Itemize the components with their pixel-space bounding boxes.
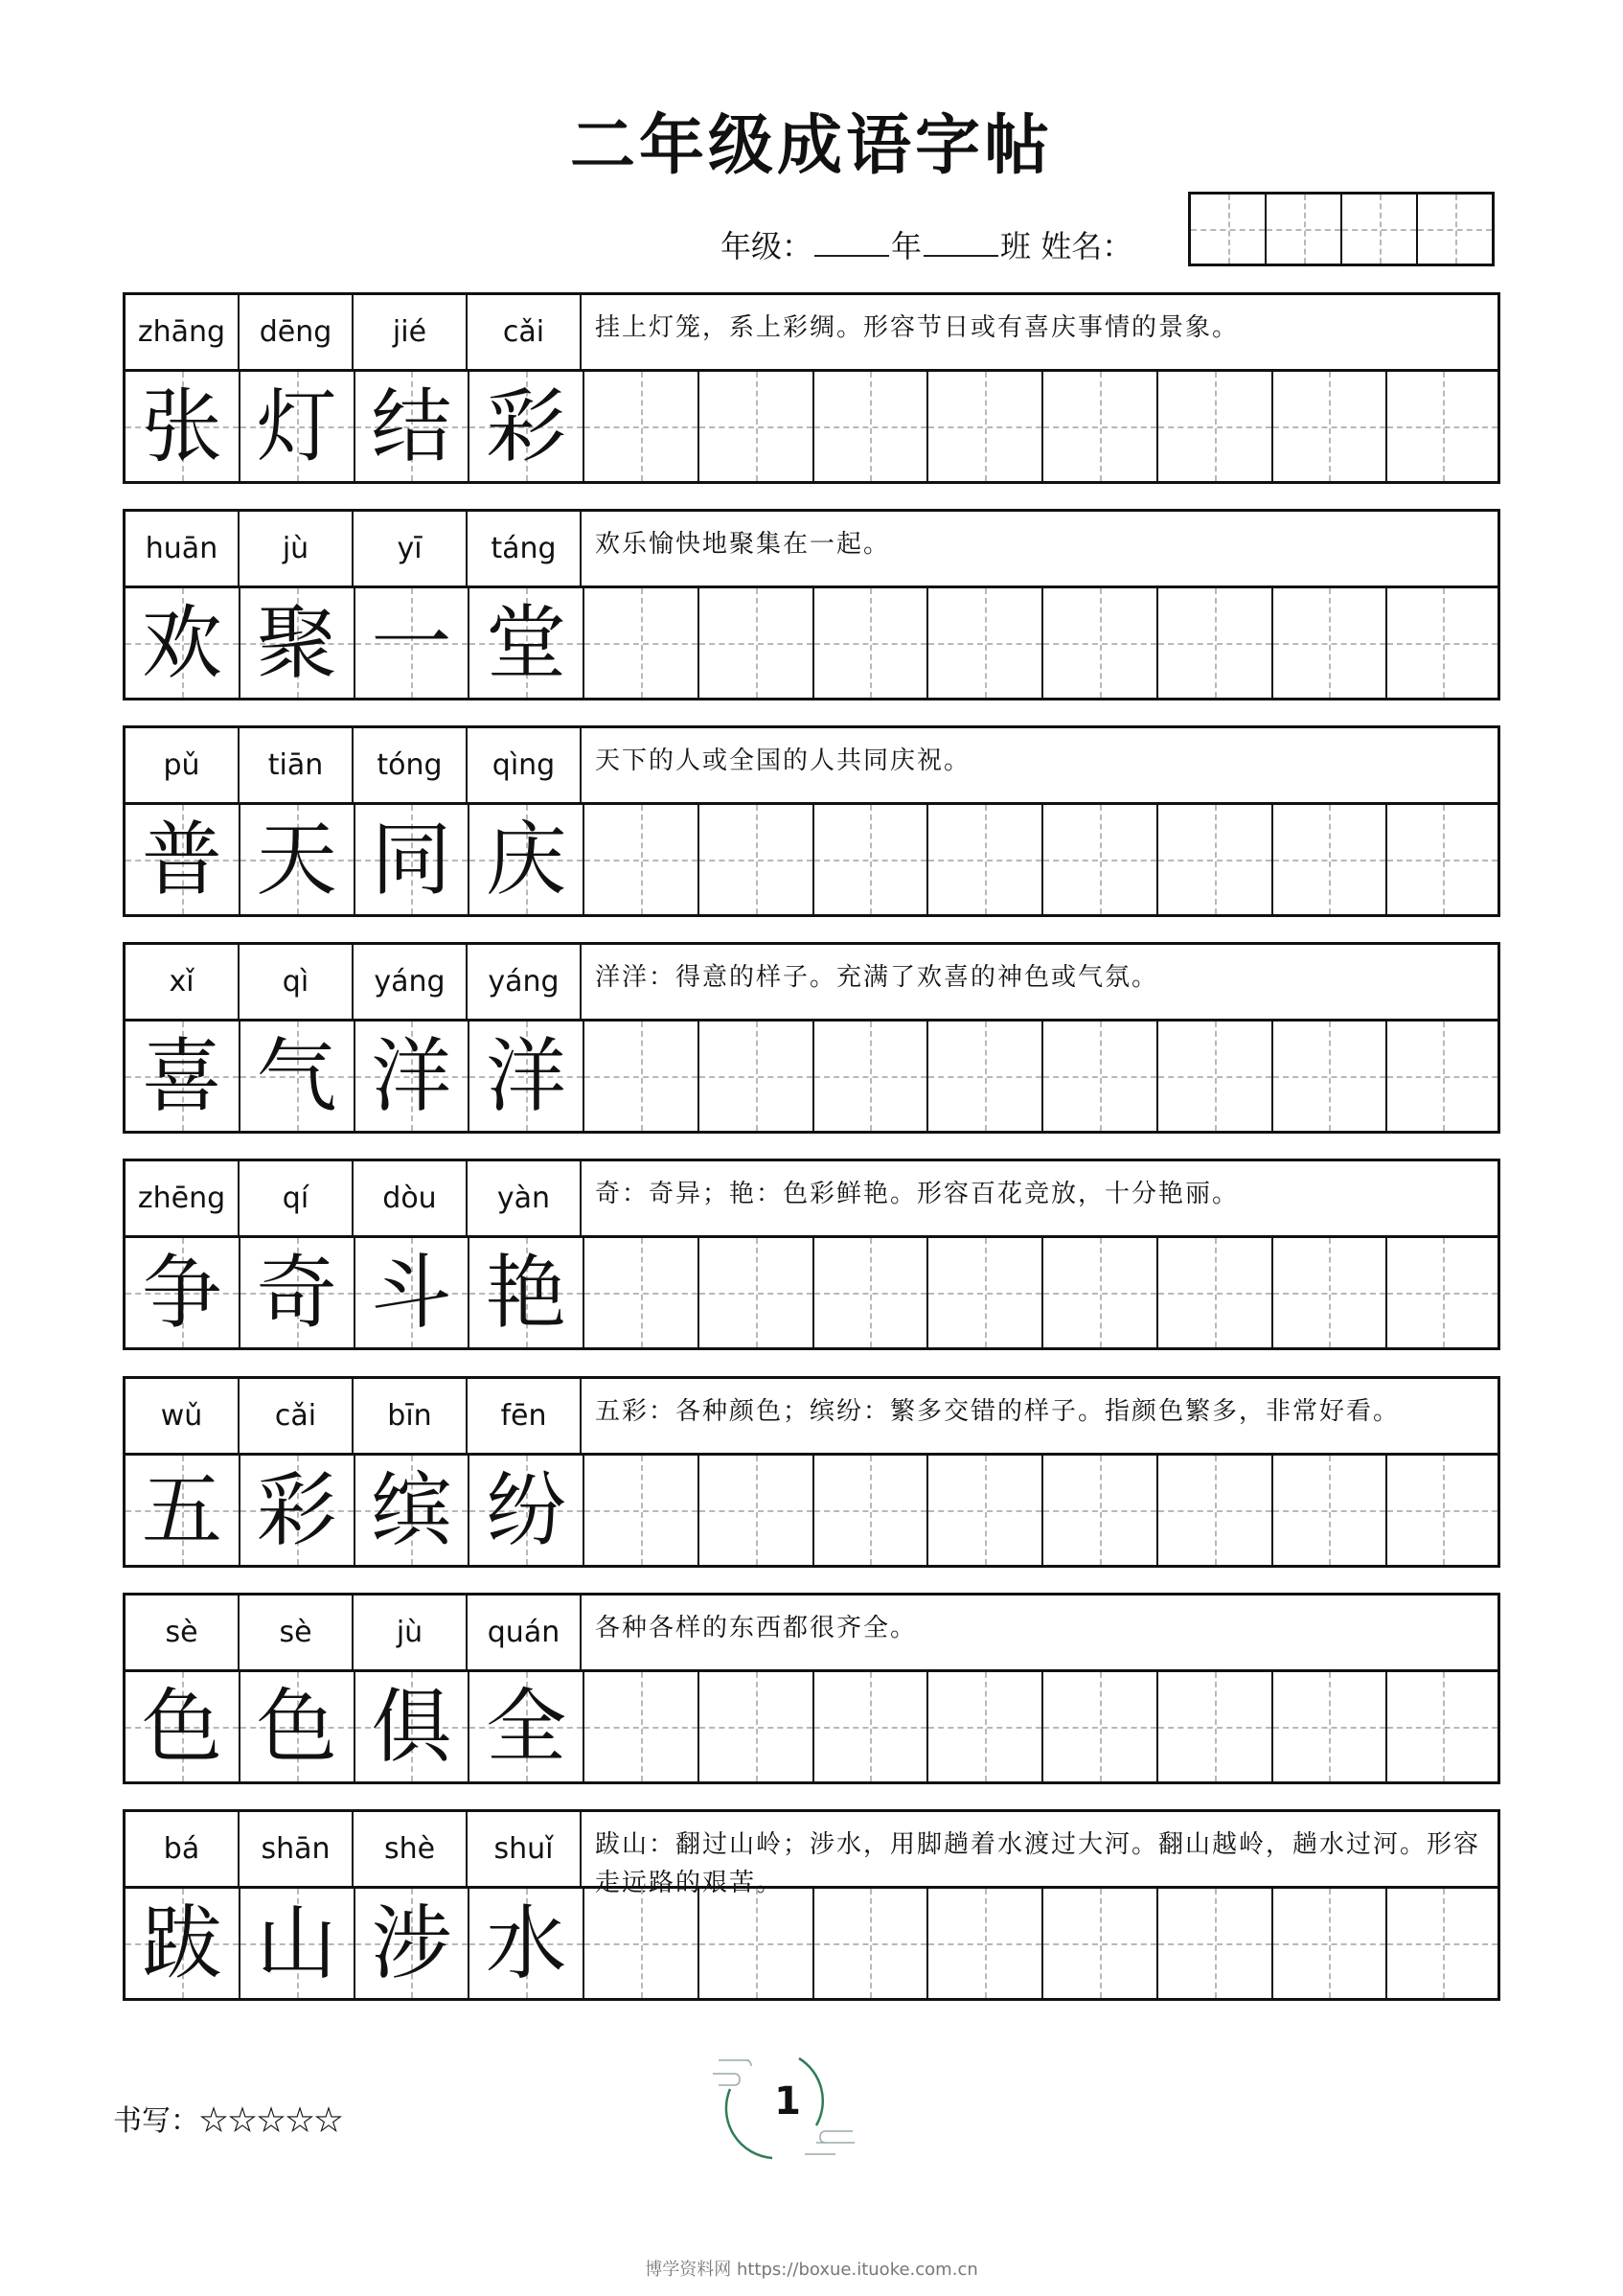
pinyin-row <box>126 1596 1497 1672</box>
model-character-cell <box>240 1672 355 1781</box>
watermark: 博学资料网 https://boxue.ituoke.com.cn <box>645 2260 978 2280</box>
class-field[interactable] <box>924 226 998 257</box>
pinyin-cell: dòu <box>354 1161 468 1235</box>
practice-cell[interactable] <box>584 805 699 914</box>
model-character-cell <box>469 805 584 914</box>
idiom-definition: 奇：奇异；艳：色彩鲜艳。形容百花竞放，十分艳丽。 <box>595 1180 1240 1208</box>
character-row <box>126 1456 1497 1565</box>
page-number: 1 <box>774 2079 801 2124</box>
model-character-cell <box>355 372 470 481</box>
practice-cell[interactable] <box>1387 1022 1497 1131</box>
practice-cell[interactable] <box>1387 805 1497 914</box>
model-character-cell <box>126 1238 240 1347</box>
model-character-cell <box>240 1238 355 1347</box>
pinyin-cell: qìng <box>468 728 582 802</box>
model-character-cell <box>126 1889 240 1998</box>
grade-label: 年级： <box>720 228 813 264</box>
practice-cell[interactable] <box>1158 805 1273 914</box>
model-character: 气 <box>256 1029 337 1123</box>
practice-cell[interactable] <box>584 588 699 698</box>
practice-cell[interactable] <box>1387 1456 1497 1565</box>
pinyin-row <box>126 1379 1497 1456</box>
model-character-cell <box>355 1238 470 1347</box>
class-suffix: 班 <box>1000 228 1032 264</box>
pinyin-cell: quán <box>468 1596 582 1669</box>
pinyin-cell: dēng <box>240 295 354 369</box>
name-label: 姓名： <box>1040 228 1133 264</box>
practice-cell[interactable] <box>928 1238 1043 1347</box>
pinyin-cell: pǔ <box>126 728 240 802</box>
practice-cell[interactable] <box>1273 805 1388 914</box>
practice-cell[interactable] <box>1273 1889 1388 1998</box>
practice-cell[interactable] <box>928 1456 1043 1565</box>
model-character: 聚 <box>256 596 337 690</box>
model-character-cell <box>355 1672 470 1781</box>
pinyin-row <box>126 295 1497 372</box>
practice-cell[interactable] <box>1158 1022 1273 1131</box>
practice-cell[interactable] <box>814 588 929 698</box>
model-character: 天 <box>256 813 337 907</box>
model-character-cell <box>355 805 470 914</box>
practice-cell[interactable] <box>1043 1456 1158 1565</box>
pinyin-cell: jù <box>354 1596 468 1669</box>
practice-cell[interactable] <box>1043 805 1158 914</box>
model-character-cell <box>469 1672 584 1781</box>
pinyin-cell: qí <box>240 1161 354 1235</box>
model-character: 庆 <box>486 813 567 907</box>
page-title: 二年级成语字帖 <box>569 107 1053 184</box>
character-row <box>126 1022 1497 1131</box>
model-character: 山 <box>256 1896 337 1990</box>
model-character-cell <box>240 1456 355 1565</box>
pinyin-row <box>126 1161 1497 1238</box>
practice-cell[interactable] <box>699 588 814 698</box>
practice-cell[interactable] <box>1158 1456 1273 1565</box>
idiom-block <box>123 725 1500 917</box>
pinyin-cell: shān <box>240 1812 354 1886</box>
character-row <box>126 1889 1497 1998</box>
model-character-cell <box>126 805 240 914</box>
pinyin-cell: bá <box>126 1812 240 1886</box>
model-character-cell <box>355 588 470 698</box>
model-character: 堂 <box>486 596 567 690</box>
model-character: 彩 <box>256 1463 337 1557</box>
practice-cell[interactable] <box>1158 1672 1273 1781</box>
model-character-cell <box>469 1889 584 1998</box>
pinyin-cell: sè <box>126 1596 240 1669</box>
model-character-cell <box>126 588 240 698</box>
model-character-cell <box>126 1672 240 1781</box>
idiom-definition: 洋洋：得意的样子。充满了欢喜的神色或气氛。 <box>595 963 1159 992</box>
pinyin-cell: jù <box>240 512 354 585</box>
pinyin-cell: qì <box>240 945 354 1019</box>
model-character-cell <box>469 1238 584 1347</box>
pinyin-cell: cǎi <box>468 295 582 369</box>
practice-cell[interactable] <box>1273 588 1388 698</box>
practice-cell[interactable] <box>1273 1672 1388 1781</box>
model-character: 缤 <box>371 1463 452 1557</box>
model-character-cell <box>240 372 355 481</box>
practice-cell[interactable] <box>699 372 814 481</box>
idiom-block <box>123 1593 1500 1784</box>
practice-cell[interactable] <box>1387 588 1497 698</box>
idiom-block <box>123 942 1500 1134</box>
model-character-cell <box>469 588 584 698</box>
practice-cell[interactable] <box>814 1022 929 1131</box>
pinyin-cell: bīn <box>354 1379 468 1453</box>
student-info <box>720 226 1132 265</box>
model-character-cell <box>469 1022 584 1131</box>
model-character-cell <box>126 372 240 481</box>
model-character: 彩 <box>486 379 567 473</box>
pinyin-cell: tiān <box>240 728 354 802</box>
name-cell[interactable] <box>1267 195 1342 264</box>
model-character: 同 <box>371 813 452 907</box>
model-character-cell <box>355 1889 470 1998</box>
practice-cell[interactable] <box>699 1022 814 1131</box>
practice-cell[interactable] <box>814 1889 929 1998</box>
practice-cell[interactable] <box>699 805 814 914</box>
practice-cell[interactable] <box>928 1889 1043 1998</box>
character-row <box>126 1238 1497 1347</box>
practice-cell[interactable] <box>1387 1672 1497 1781</box>
pinyin-cell: sè <box>240 1596 354 1669</box>
model-character: 水 <box>486 1896 567 1990</box>
practice-cell[interactable] <box>1043 1889 1158 1998</box>
practice-cell[interactable] <box>1387 1889 1497 1998</box>
name-cell[interactable] <box>1418 195 1492 264</box>
pinyin-cell: shè <box>354 1812 468 1886</box>
practice-cell[interactable] <box>1273 1456 1388 1565</box>
year-suffix: 年 <box>891 228 923 264</box>
model-character: 结 <box>371 379 452 473</box>
practice-cell[interactable] <box>928 372 1043 481</box>
idiom-definition: 跋山：翻过山岭；涉水，用脚趟着水渡过大河。翻山越岭，趟水过河。形容走远路的艰苦。 <box>595 1830 1481 1897</box>
practice-cell[interactable] <box>814 1238 929 1347</box>
name-box[interactable] <box>1188 192 1495 266</box>
name-cell[interactable] <box>1191 195 1267 264</box>
pinyin-cell: xǐ <box>126 945 240 1019</box>
idiom-block <box>123 1376 1500 1568</box>
practice-cell[interactable] <box>699 1889 814 1998</box>
model-character-cell <box>469 372 584 481</box>
model-character: 纷 <box>486 1463 567 1557</box>
model-character-cell <box>355 1022 470 1131</box>
pinyin-cell: fēn <box>468 1379 582 1453</box>
model-character: 涉 <box>371 1896 452 1990</box>
model-character: 欢 <box>141 596 222 690</box>
idiom-definition: 五彩：各种颜色；缤纷：繁多交错的样子。指颜色繁多，非常好看。 <box>595 1397 1401 1426</box>
model-character-cell <box>240 1022 355 1131</box>
model-character: 灯 <box>256 379 337 473</box>
model-character: 普 <box>141 813 222 907</box>
practice-cell[interactable] <box>814 1456 929 1565</box>
pinyin-cell: huān <box>126 512 240 585</box>
pinyin-cell: yàn <box>468 1161 582 1235</box>
practice-cell[interactable] <box>584 1672 699 1781</box>
practice-cell[interactable] <box>928 805 1043 914</box>
practice-cell[interactable] <box>584 1022 699 1131</box>
pinyin-cell: wǔ <box>126 1379 240 1453</box>
practice-cell[interactable] <box>1158 1889 1273 1998</box>
practice-cell[interactable] <box>1158 372 1273 481</box>
practice-cell[interactable] <box>1043 588 1158 698</box>
practice-cell[interactable] <box>584 372 699 481</box>
idiom-definition: 天下的人或全国的人共同庆祝。 <box>595 746 972 775</box>
model-character-cell <box>126 1456 240 1565</box>
practice-cell[interactable] <box>1043 1672 1158 1781</box>
model-character: 五 <box>141 1463 222 1557</box>
writing-rating <box>113 2097 343 2139</box>
pinyin-cell: jié <box>354 295 468 369</box>
practice-cell[interactable] <box>699 1456 814 1565</box>
character-row <box>126 588 1497 698</box>
practice-cell[interactable] <box>699 1672 814 1781</box>
model-character: 艳 <box>486 1246 567 1340</box>
practice-cell[interactable] <box>584 1456 699 1565</box>
pinyin-row <box>126 945 1497 1022</box>
pinyin-cell: yī <box>354 512 468 585</box>
pinyin-cell: cǎi <box>240 1379 354 1453</box>
idiom-definition: 挂上灯笼，系上彩绸。形容节日或有喜庆事情的景象。 <box>595 313 1240 342</box>
practice-cell[interactable] <box>1043 1022 1158 1131</box>
practice-cell[interactable] <box>814 372 929 481</box>
practice-cell[interactable] <box>1043 372 1158 481</box>
model-character: 一 <box>371 596 452 690</box>
pinyin-row <box>126 728 1497 805</box>
grade-year-field[interactable] <box>814 226 889 257</box>
pinyin-cell: táng <box>468 512 582 585</box>
model-character: 争 <box>141 1246 222 1340</box>
practice-cell[interactable] <box>584 1238 699 1347</box>
idiom-block <box>123 509 1500 700</box>
model-character: 洋 <box>486 1029 567 1123</box>
name-cell[interactable] <box>1342 195 1418 264</box>
practice-cell[interactable] <box>928 1022 1043 1131</box>
practice-cell[interactable] <box>1043 1238 1158 1347</box>
pinyin-row <box>126 1812 1497 1897</box>
practice-cell[interactable] <box>928 588 1043 698</box>
idiom-definition: 各种各样的东西都很齐全。 <box>595 1614 918 1642</box>
practice-cell[interactable] <box>1387 372 1497 481</box>
pinyin-cell: zhāng <box>126 295 240 369</box>
idiom-definition: 欢乐愉快地聚集在一起。 <box>595 530 891 559</box>
pinyin-row <box>126 512 1497 588</box>
practice-cell[interactable] <box>814 805 929 914</box>
pinyin-cell: shuǐ <box>468 1812 582 1886</box>
character-row <box>126 1672 1497 1781</box>
page-number-badge <box>711 2051 864 2166</box>
practice-cell[interactable] <box>584 1889 699 1998</box>
idiom-block <box>123 1809 1500 2001</box>
model-character: 洋 <box>371 1029 452 1123</box>
character-row <box>126 805 1497 914</box>
pinyin-cell: yáng <box>468 945 582 1019</box>
model-character: 色 <box>141 1680 222 1774</box>
model-character-cell <box>240 1889 355 1998</box>
model-character: 全 <box>486 1680 567 1774</box>
model-character-cell <box>469 1456 584 1565</box>
model-character-cell <box>355 1456 470 1565</box>
practice-cell[interactable] <box>928 1672 1043 1781</box>
model-character-cell <box>240 805 355 914</box>
pinyin-cell: zhēng <box>126 1161 240 1235</box>
character-row <box>126 372 1497 481</box>
practice-cell[interactable] <box>814 1672 929 1781</box>
model-character-cell <box>126 1022 240 1131</box>
pinyin-cell: yáng <box>354 945 468 1019</box>
idiom-block <box>123 1159 1500 1350</box>
model-character: 俱 <box>371 1680 452 1774</box>
practice-cell[interactable] <box>1387 1238 1497 1347</box>
idiom-block <box>123 292 1500 484</box>
practice-cell[interactable] <box>1273 372 1388 481</box>
model-character-cell <box>240 588 355 698</box>
model-character: 奇 <box>256 1246 337 1340</box>
rating-label: 书写： <box>113 2104 199 2138</box>
model-character: 张 <box>141 379 222 473</box>
model-character: 斗 <box>371 1246 452 1340</box>
practice-cell[interactable] <box>1158 588 1273 698</box>
practice-cell[interactable] <box>1273 1022 1388 1131</box>
practice-cell[interactable] <box>1273 1238 1388 1347</box>
practice-cell[interactable] <box>1158 1238 1273 1347</box>
pinyin-cell: tóng <box>354 728 468 802</box>
model-character: 跋 <box>141 1896 222 1990</box>
practice-cell[interactable] <box>699 1238 814 1347</box>
rating-stars[interactable]: ☆☆☆☆☆ <box>199 2104 343 2138</box>
model-character: 喜 <box>141 1029 222 1123</box>
model-character: 色 <box>256 1680 337 1774</box>
